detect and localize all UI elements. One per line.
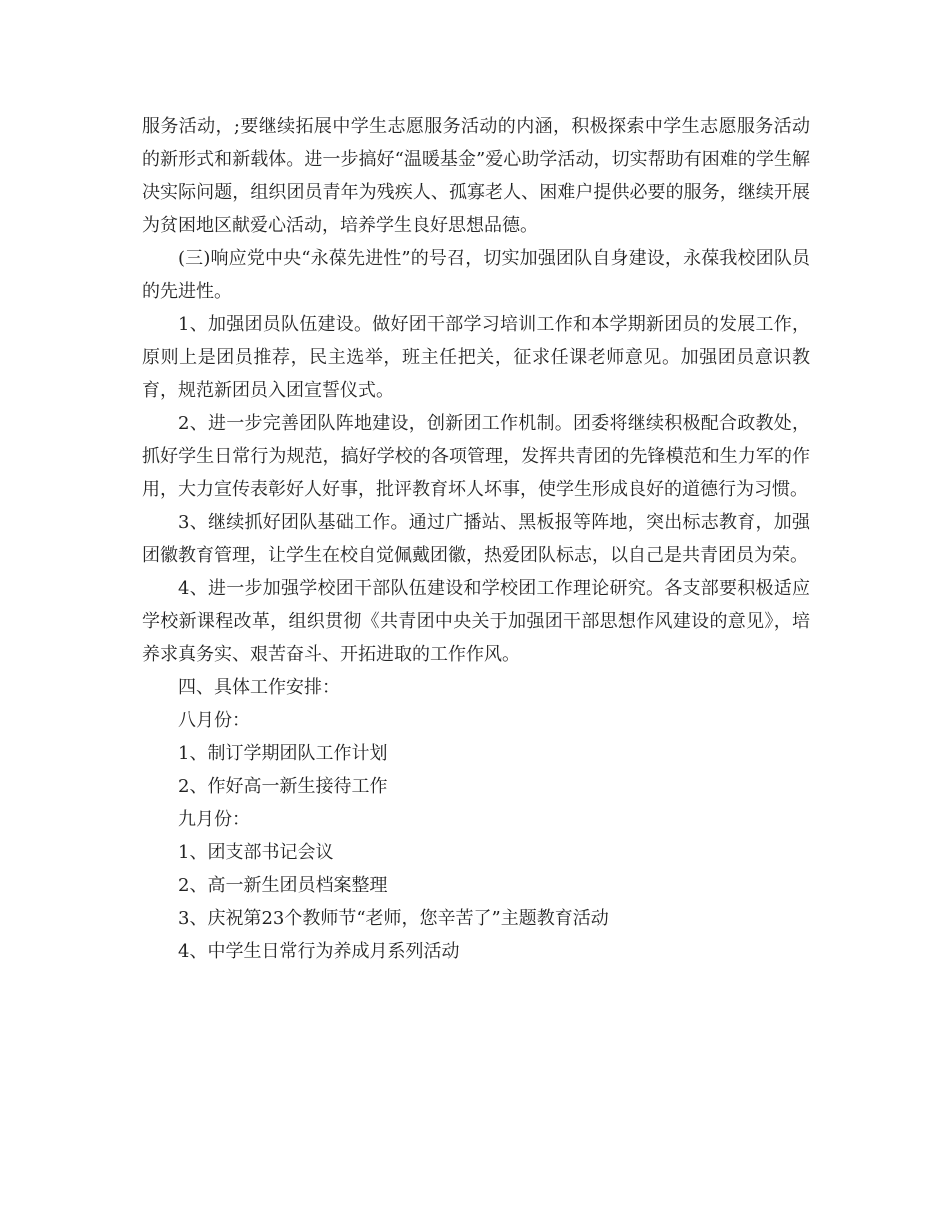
month-heading-september: 九月份：	[178, 809, 250, 830]
month-heading-august: 八月份：	[178, 710, 250, 731]
paragraph-item-1: 1、加强团员队伍建设。做好团干部学习培训工作和本学期新团员的发展工作，原则上是团员推荐，民主选举，班主任把关，征求任课老师意见。加强团员意识教育，规范新团员入团宣誓仪式。	[142, 314, 810, 401]
list-item: 1、制订学期团队工作计划	[178, 743, 388, 764]
section-heading-schedule: 四、具体工作安排：	[178, 677, 340, 698]
paragraph-section-three: (三)响应党中央“永葆先进性”的号召，切实加强团队自身建设，永葆我校团队员的先进性。	[142, 248, 810, 302]
list-item: 4、中学生日常行为养成月系列活动	[178, 941, 460, 962]
paragraph-item-3: 3、继续抓好团队基础工作。通过广播站、黑板报等阵地，突出标志教育，加强团徽教育管理，让学生在校自觉佩戴团徽，热爱团队标志，以自己是共青团员为荣。	[142, 512, 810, 566]
paragraph-item-2: 2、进一步完善团队阵地建设，创新团工作机制。团委将继续积极配合政教处，抓好学生日常行为规范，搞好学校的各项管理，发挥共青团的先锋模范和生力军的作用，大力宣传表彰好人好事，批评教育坏人坏事，使学生形成良好的道德行为习惯。	[142, 413, 810, 500]
list-item: 1、团支部书记会议	[178, 842, 334, 863]
list-item: 2、作好高一新生接待工作	[178, 776, 388, 797]
paragraph-volunteer-service: 服务活动，;要继续拓展中学生志愿服务活动的内涵，积极探索中学生志愿服务活动的新形式和新载体。进一步搞好“温暖基金”爱心助学活动，切实帮助有困难的学生解决实际问题，组织团员青年为残疾人、孤寡老人、困难户提供必要的服务，继续开展为贫困地区献爱心活动，培养学生良好思想品德。	[142, 116, 810, 236]
document-body	[142, 110, 810, 968]
list-item: 2、高一新生团员档案整理	[178, 875, 388, 896]
list-item: 3、庆祝第23个教师节“老师，您辛苦了”主题教育活动	[178, 908, 609, 929]
paragraph-item-4: 4、进一步加强学校团干部队伍建设和学校团工作理论研究。各支部要积极适应学校新课程改革，组织贯彻《共青团中央关于加强团干部思想作风建设的意见》，培养求真务实、艰苦奋斗、开拓进取的工作作风。	[142, 578, 810, 665]
